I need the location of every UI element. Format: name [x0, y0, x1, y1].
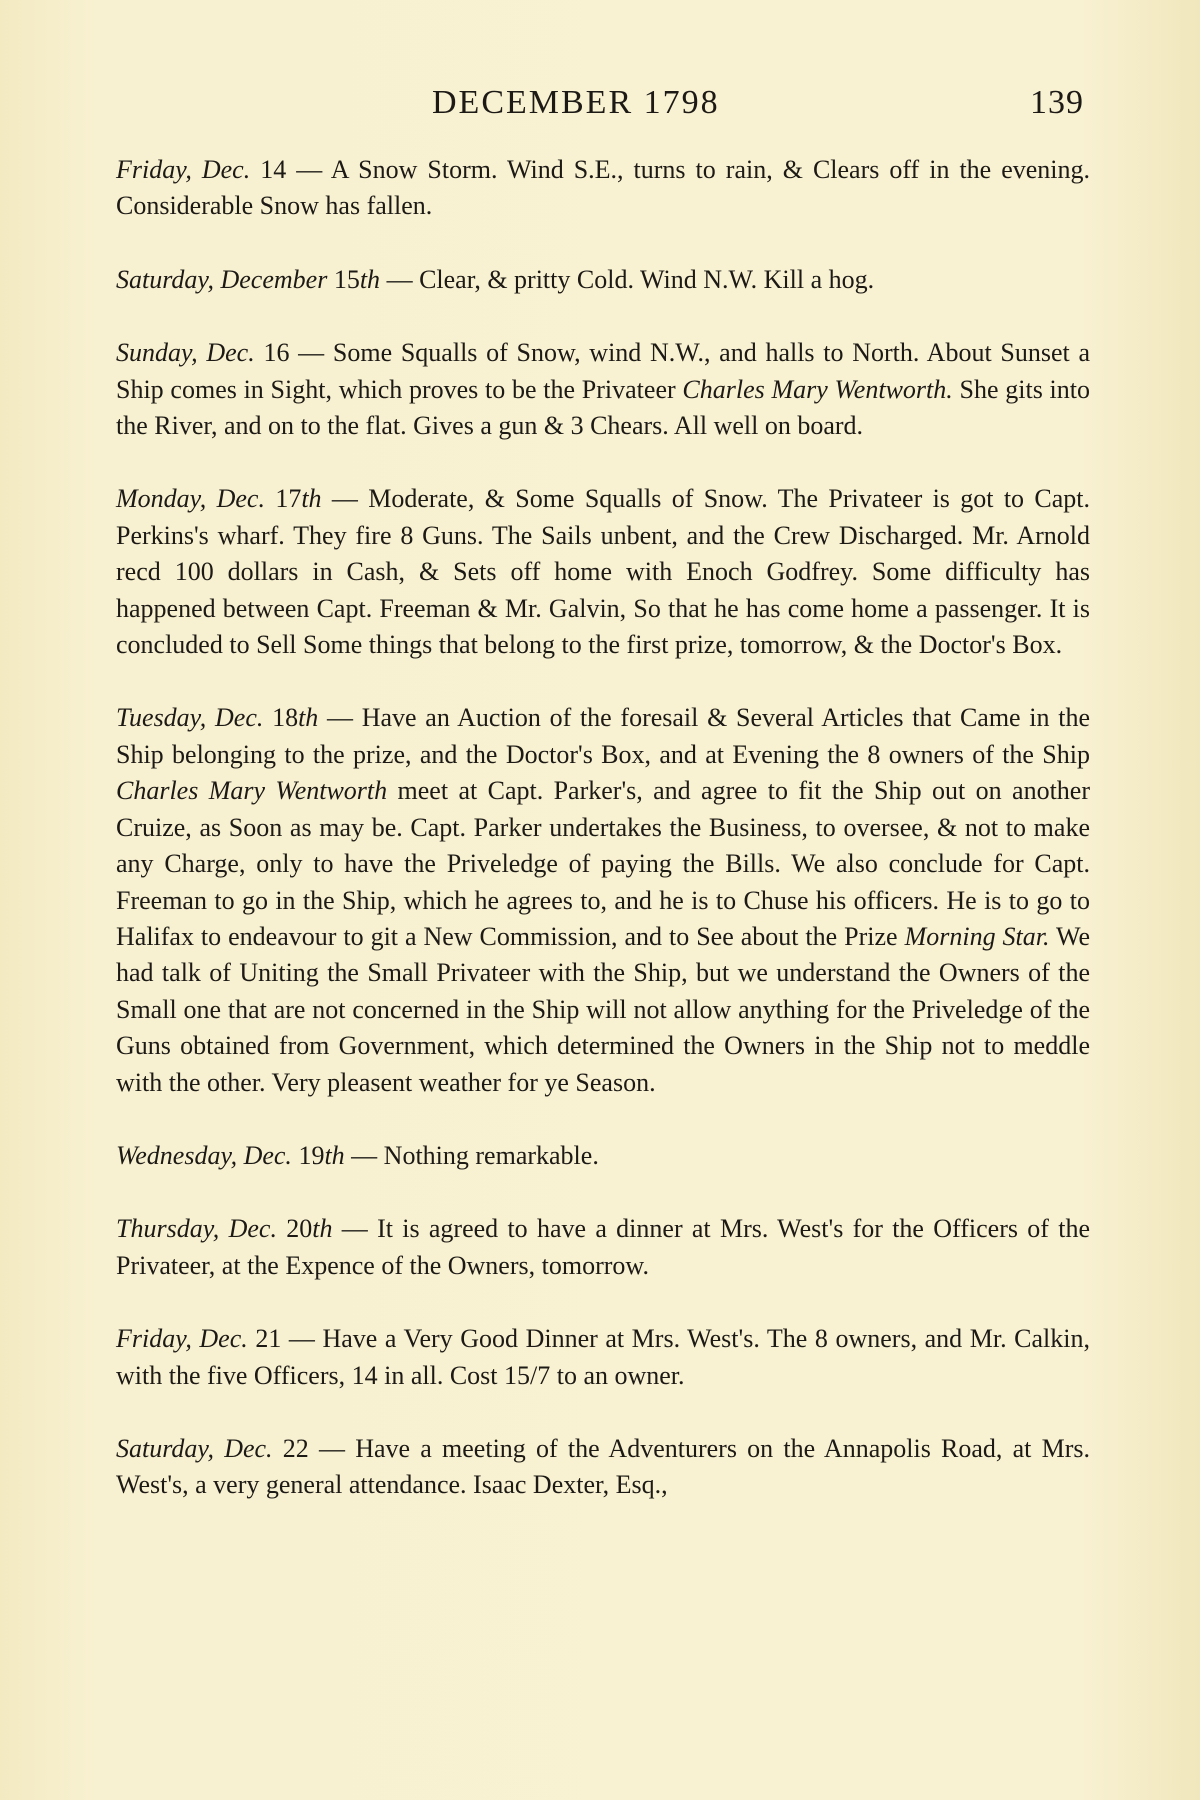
page-header: [0, 78, 1200, 128]
diary-entry-dec-19: [116, 1138, 1090, 1174]
entry-date: Friday, Dec. 21: [116, 1324, 282, 1354]
entry-date: Thursday, Dec. 20th: [116, 1214, 333, 1244]
entry-body-continued: We had talk of Uniting the Small Privateer with the Ship, but we understand the Owners of the Small one that are not concerned in the Ship will not allow anything for the Priveledge of the Guns obtained from Government, which determined the Owners in the Ship not to meddle with the other. Very pleasent weather for ye Season.: [116, 921, 1090, 1097]
entry-body: — A Snow Storm. Wind S.E., turns to rain, & Clears off in the evening. Considerable Snow has fallen.: [116, 155, 1091, 221]
entry-date: Wednesday, Dec. 19th: [116, 1140, 345, 1170]
entry-date: Friday, Dec. 14: [116, 155, 287, 184]
diary-entry-dec-21: [116, 1321, 1090, 1394]
entry-body: — It is agreed to have a dinner at Mrs. West's for the Officers of the Privateer, at the Expence of the Owners, tomorrow.: [116, 1214, 1090, 1280]
diary-entry-dec-15: [116, 262, 1090, 298]
ship-name: Charles Mary Wentworth: [116, 776, 388, 806]
entry-body: — Have a Very Good Dinner at Mrs. West's. The 8 owners, and Mr. Calkin, with the five Officers, 14 in all. Cost 15/7 to an owner.: [116, 1324, 1091, 1390]
entry-date: Sunday, Dec. 16: [116, 338, 290, 368]
diary-entry-dec-16: [116, 335, 1090, 444]
diary-entry-dec-17: [116, 481, 1090, 663]
entry-body: — Have an Auction of the foresail & Several Articles that Came in the Ship belonging to the prize, and the Doctor's Box, and at Evening the 8 owners of the Ship: [116, 703, 1090, 769]
ship-name: Charles Mary Wentworth.: [682, 374, 953, 404]
diary-text: [116, 152, 1090, 1504]
diary-entry-dec-18: [116, 700, 1090, 1100]
entry-body: — Some Squalls of Snow, wind N.W., and halls to North. About Sunset a Ship comes in Sight, which proves to be the Privateer: [116, 338, 1091, 404]
entry-body: — Have a meeting of the Adventurers on the Annapolis Road, at Mrs. West's, a very general attendance. Isaac Dexter, Esq.,: [116, 1433, 1090, 1500]
entry-body: — Clear, & pritty Cold. Wind N.W. Kill a hog.: [380, 264, 875, 294]
entry-date: Saturday, Dec. 22: [116, 1433, 309, 1463]
entry-date: Saturday, December 15th: [116, 264, 381, 294]
entry-date: Tuesday, Dec. 18th: [116, 703, 319, 733]
running-head-title: DECEMBER 1798: [432, 84, 720, 121]
page-number: 139: [1030, 84, 1084, 121]
diary-entry-dec-20: [116, 1211, 1090, 1284]
entry-body-continued: She gits into the River, and on to the flat. Gives a gun & 3 Chears. All well on board.: [116, 374, 1091, 441]
entry-body-continued: meet at Capt. Parker's, and agree to fit the Ship out on another Cruize, as Soon as may be. Capt. Parker undertakes the Business, to oversee, & not to make any Charge, only to have the Priveledge of paying the Bills. We also conclude for Capt. Freeman to go in the Ship, which he agrees to, and he is to Chuse his officers. He is to go to Halifax to endeavour to git a New Commission, and to See about the Prize: [116, 776, 1090, 951]
entry-date: Monday, Dec. 17th: [116, 484, 322, 514]
diary-entry-dec-22: [116, 1431, 1090, 1504]
diary-entry-dec-14: [116, 152, 1090, 225]
entry-body: — Nothing remarkable.: [344, 1140, 599, 1170]
entry-body: — Moderate, & Some Squalls of Snow. The Privateer is got to Capt. Perkins's wharf. They fire 8 Guns. The Sails unbent, and the Crew Discharged. Mr. Arnold recd 100 dollars in Cash, & Sets off home with Enoch Godfrey. Some difficulty has happened between Capt. Freeman & Mr. Galvin, So that he has come home a passenger. It is concluded to Sell Some things that belong to the first prize, tomorrow, & the Doctor's Box.: [116, 484, 1091, 660]
prize-ship-name: Morning Star.: [904, 921, 1050, 951]
